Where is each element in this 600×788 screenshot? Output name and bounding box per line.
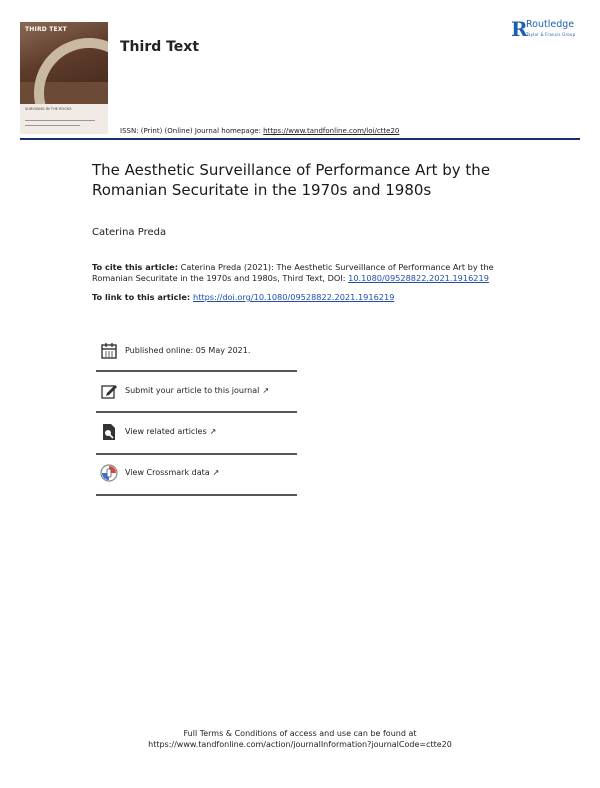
edit-icon — [100, 382, 118, 400]
cover-subtitle: SURVIVING IN THE ROCKS — [25, 107, 72, 111]
submit-article-label: Submit your article to this journal — [125, 386, 260, 395]
external-link-icon: ↗ — [262, 386, 270, 395]
issn-line — [120, 127, 399, 135]
publisher-name: Routledge — [526, 19, 575, 30]
divider — [96, 411, 297, 413]
citation-text: Caterina Preda (2021): The Aesthetic Surveillance of Performance Art by the Romanian Securitate in the 1970s and 1980s, Third Text, DOI: — [92, 262, 494, 283]
related-articles-label: View related articles — [125, 427, 207, 436]
publisher-tagline: Taylor & Francis Group — [526, 32, 576, 37]
link-label: To link to this article: — [92, 292, 193, 302]
crossmark-link[interactable] — [96, 460, 297, 498]
article-doi-url[interactable]: https://doi.org/10.1080/09528822.2021.1916219 — [193, 292, 395, 302]
article-author: Caterina Preda — [92, 227, 167, 238]
external-link-icon: ↗ — [209, 427, 217, 436]
journal-title: Third Text — [120, 39, 200, 55]
external-link-icon: ↗ — [212, 468, 220, 477]
calendar-icon — [100, 342, 118, 360]
doi-link[interactable]: 10.1080/09528822.2021.1916219 — [348, 273, 489, 283]
header-divider — [20, 138, 580, 140]
footer-url[interactable]: https://www.tandfonline.com/action/journalInformation?journalCode=ctte20 — [148, 740, 452, 749]
cover-text-line — [25, 125, 80, 126]
citation-label: To cite this article: — [92, 262, 178, 272]
journal-cover-image — [20, 22, 108, 134]
crossmark-label: View Crossmark data — [125, 468, 210, 477]
divider — [96, 370, 297, 372]
related-articles-icon — [100, 423, 118, 441]
publisher-logo[interactable] — [511, 17, 591, 41]
citation-block — [92, 262, 522, 284]
routledge-logo-icon: R — [511, 17, 528, 41]
related-articles-link[interactable] — [96, 419, 297, 457]
journal-homepage-link[interactable]: https://www.tandfonline.com/loi/ctte20 — [263, 127, 400, 135]
footer — [0, 728, 600, 750]
cover-text-line — [25, 120, 95, 121]
footer-terms: Full Terms & Conditions of access and use can be found at — [183, 729, 417, 738]
issn-label: ISSN: (Print) (Online) Journal homepage: — [120, 127, 264, 135]
article-title: The Aesthetic Surveillance of Performance Art by the Romanian Securitate in the 1970s and 1980s — [92, 161, 491, 199]
article-link-line — [92, 292, 394, 302]
divider — [96, 453, 297, 455]
published-date: Published online: 05 May 2021. — [125, 346, 251, 355]
crossmark-icon — [100, 464, 118, 482]
divider — [96, 494, 297, 496]
cover-title: THIRD TEXT — [25, 26, 67, 33]
